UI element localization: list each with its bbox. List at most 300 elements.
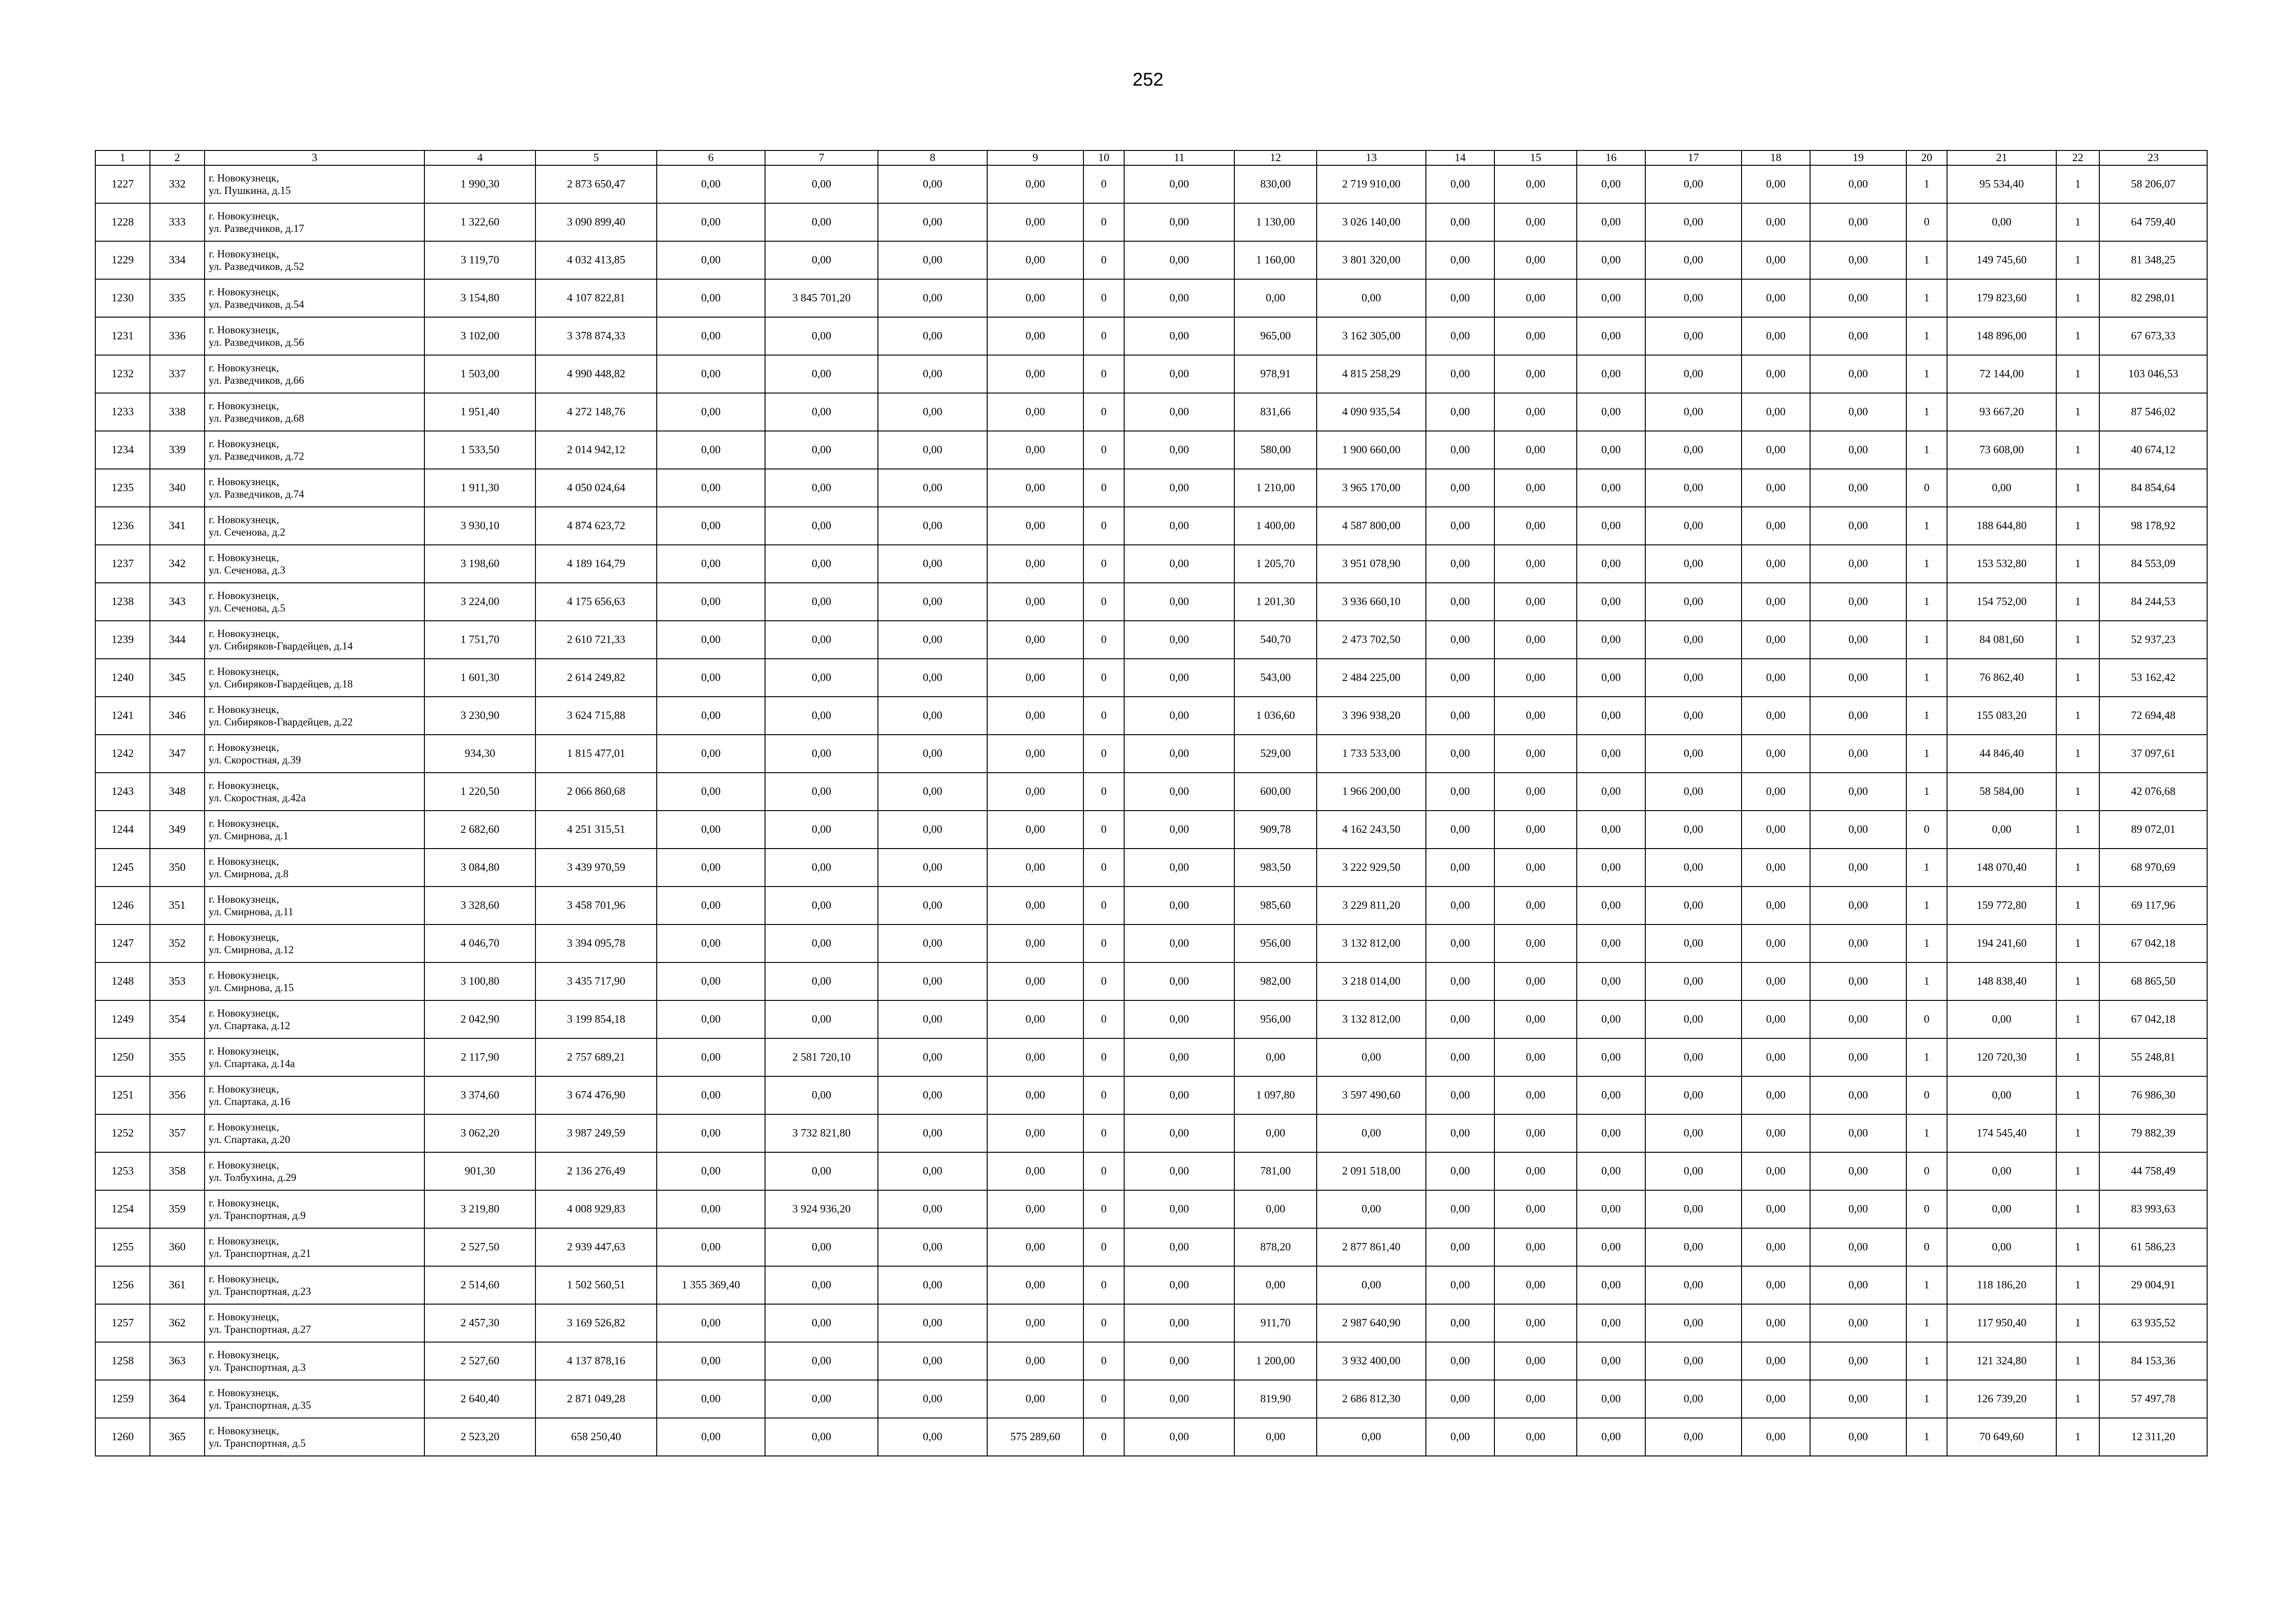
cell-col-21: 44 846,40 — [1947, 735, 2056, 773]
cell-col-5: 4 050 024,64 — [535, 469, 657, 507]
table-row — [95, 659, 2207, 697]
cell-col-23: 79 882,39 — [2099, 1114, 2207, 1152]
cell-col-1: 1260 — [95, 1418, 150, 1456]
cell-col-10: 0 — [1083, 1342, 1124, 1380]
cell-col-15: 0,00 — [1494, 924, 1577, 962]
cell-col-15: 0,00 — [1494, 1038, 1577, 1076]
cell-col-13: 3 936 660,10 — [1317, 583, 1426, 621]
cell-address — [205, 1380, 424, 1418]
cell-col-12: 1 097,80 — [1234, 1076, 1317, 1114]
cell-col-10: 0 — [1083, 393, 1124, 431]
cell-col-6: 0,00 — [657, 773, 765, 811]
cell-col-8: 0,00 — [878, 431, 987, 469]
address-city: г. Новокузнецк, — [209, 324, 279, 336]
cell-col-22: 1 — [2056, 317, 2099, 355]
cell-col-5: 4 874 623,72 — [535, 507, 657, 545]
cell-col-15: 0,00 — [1494, 317, 1577, 355]
cell-col-18: 0,00 — [1742, 393, 1810, 431]
cell-col-11: 0,00 — [1124, 1000, 1234, 1038]
table-row — [95, 621, 2207, 659]
cell-col-16: 0,00 — [1577, 469, 1645, 507]
address-street: ул. Разведчиков, д.66 — [209, 375, 305, 386]
cell-col-6: 0,00 — [657, 507, 765, 545]
cell-col-13: 3 965 170,00 — [1317, 469, 1426, 507]
address-city: г. Новокузнецк, — [209, 1121, 279, 1133]
cell-col-21: 155 083,20 — [1947, 697, 2056, 735]
cell-col-10: 0 — [1083, 1304, 1124, 1342]
cell-address — [205, 1076, 424, 1114]
cell-col-23: 69 117,96 — [2099, 887, 2207, 924]
cell-col-15: 0,00 — [1494, 887, 1577, 924]
cell-col-19: 0,00 — [1810, 1038, 1906, 1076]
cell-col-7: 0,00 — [765, 697, 878, 735]
address-city: г. Новокузнецк, — [209, 780, 279, 791]
cell-col-17: 0,00 — [1645, 1038, 1742, 1076]
table-body — [95, 165, 2207, 1456]
table-row — [95, 962, 2207, 1000]
cell-col-13: 0,00 — [1317, 1418, 1426, 1456]
cell-col-7: 0,00 — [765, 507, 878, 545]
cell-col-5: 1 502 560,51 — [535, 1266, 657, 1304]
cell-col-2: 344 — [150, 621, 205, 659]
address-city: г. Новокузнецк, — [209, 1045, 279, 1057]
cell-col-1: 1243 — [95, 773, 150, 811]
cell-col-21: 0,00 — [1947, 1000, 2056, 1038]
cell-col-1: 1231 — [95, 317, 150, 355]
cell-col-6: 0,00 — [657, 924, 765, 962]
cell-col-9: 0,00 — [987, 393, 1083, 431]
cell-col-21: 153 532,80 — [1947, 545, 2056, 583]
cell-col-16: 0,00 — [1577, 962, 1645, 1000]
cell-col-5: 2 066 860,68 — [535, 773, 657, 811]
cell-col-13: 1 733 533,00 — [1317, 735, 1426, 773]
cell-col-9: 0,00 — [987, 1228, 1083, 1266]
cell-col-2: 339 — [150, 431, 205, 469]
cell-col-19: 0,00 — [1810, 811, 1906, 849]
cell-col-15: 0,00 — [1494, 697, 1577, 735]
cell-col-19: 0,00 — [1810, 203, 1906, 241]
cell-col-12: 1 210,00 — [1234, 469, 1317, 507]
cell-col-21: 0,00 — [1947, 1076, 2056, 1114]
cell-col-11: 0,00 — [1124, 469, 1234, 507]
cell-col-1: 1244 — [95, 811, 150, 849]
cell-col-19: 0,00 — [1810, 1190, 1906, 1228]
cell-col-10: 0 — [1083, 1418, 1124, 1456]
table-row — [95, 1000, 2207, 1038]
cell-col-7: 0,00 — [765, 811, 878, 849]
cell-col-12: 985,60 — [1234, 887, 1317, 924]
cell-col-1: 1257 — [95, 1304, 150, 1342]
cell-col-21: 84 081,60 — [1947, 621, 2056, 659]
cell-col-19: 0,00 — [1810, 583, 1906, 621]
cell-col-18: 0,00 — [1742, 583, 1810, 621]
cell-col-9: 0,00 — [987, 431, 1083, 469]
cell-col-10: 0 — [1083, 659, 1124, 697]
cell-col-21: 154 752,00 — [1947, 583, 2056, 621]
cell-col-8: 0,00 — [878, 1190, 987, 1228]
cell-col-14: 0,00 — [1426, 1000, 1494, 1038]
cell-col-4: 2 527,60 — [424, 1342, 535, 1380]
cell-col-14: 0,00 — [1426, 621, 1494, 659]
cell-col-23: 44 758,49 — [2099, 1152, 2207, 1190]
cell-col-17: 0,00 — [1645, 887, 1742, 924]
column-number-22: 22 — [2056, 150, 2099, 165]
cell-col-15: 0,00 — [1494, 659, 1577, 697]
cell-col-9: 0,00 — [987, 1190, 1083, 1228]
cell-col-4: 1 220,50 — [424, 773, 535, 811]
cell-col-8: 0,00 — [878, 659, 987, 697]
cell-col-6: 0,00 — [657, 165, 765, 203]
cell-col-18: 0,00 — [1742, 545, 1810, 583]
cell-col-22: 1 — [2056, 545, 2099, 583]
cell-col-20: 1 — [1906, 773, 1947, 811]
cell-col-23: 72 694,48 — [2099, 697, 2207, 735]
cell-col-11: 0,00 — [1124, 507, 1234, 545]
cell-col-18: 0,00 — [1742, 1266, 1810, 1304]
cell-col-22: 1 — [2056, 1076, 2099, 1114]
cell-col-12: 978,91 — [1234, 355, 1317, 393]
cell-col-10: 0 — [1083, 1190, 1124, 1228]
cell-col-13: 3 396 938,20 — [1317, 697, 1426, 735]
cell-col-6: 0,00 — [657, 962, 765, 1000]
cell-col-15: 0,00 — [1494, 241, 1577, 279]
cell-col-6: 0,00 — [657, 393, 765, 431]
cell-col-7: 0,00 — [765, 393, 878, 431]
cell-col-8: 0,00 — [878, 1000, 987, 1038]
table-row — [95, 697, 2207, 735]
cell-address — [205, 1418, 424, 1456]
cell-col-18: 0,00 — [1742, 355, 1810, 393]
cell-col-17: 0,00 — [1645, 393, 1742, 431]
table-row — [95, 545, 2207, 583]
cell-col-2: 357 — [150, 1114, 205, 1152]
cell-col-7: 0,00 — [765, 1418, 878, 1456]
cell-col-9: 0,00 — [987, 1000, 1083, 1038]
cell-col-10: 0 — [1083, 279, 1124, 317]
address-street: ул. Транспортная, д.35 — [209, 1399, 311, 1411]
cell-col-16: 0,00 — [1577, 1000, 1645, 1038]
cell-col-19: 0,00 — [1810, 659, 1906, 697]
cell-col-13: 4 815 258,29 — [1317, 355, 1426, 393]
cell-col-18: 0,00 — [1742, 1190, 1810, 1228]
cell-col-23: 55 248,81 — [2099, 1038, 2207, 1076]
cell-col-22: 1 — [2056, 697, 2099, 735]
cell-col-12: 1 205,70 — [1234, 545, 1317, 583]
cell-col-6: 0,00 — [657, 811, 765, 849]
cell-col-11: 0,00 — [1124, 1266, 1234, 1304]
address-street: ул. Транспортная, д.9 — [209, 1210, 306, 1221]
cell-col-14: 0,00 — [1426, 583, 1494, 621]
cell-col-12: 956,00 — [1234, 924, 1317, 962]
cell-col-1: 1239 — [95, 621, 150, 659]
cell-col-4: 2 640,40 — [424, 1380, 535, 1418]
cell-col-5: 4 137 878,16 — [535, 1342, 657, 1380]
cell-col-11: 0,00 — [1124, 1152, 1234, 1190]
cell-col-8: 0,00 — [878, 962, 987, 1000]
cell-col-14: 0,00 — [1426, 165, 1494, 203]
cell-col-7: 0,00 — [765, 659, 878, 697]
cell-col-6: 0,00 — [657, 317, 765, 355]
address-street: ул. Пушкина, д.15 — [209, 185, 291, 196]
cell-col-10: 0 — [1083, 1380, 1124, 1418]
cell-col-20: 1 — [1906, 1342, 1947, 1380]
cell-col-16: 0,00 — [1577, 1228, 1645, 1266]
cell-col-16: 0,00 — [1577, 241, 1645, 279]
cell-col-12: 0,00 — [1234, 1038, 1317, 1076]
cell-col-12: 540,70 — [1234, 621, 1317, 659]
cell-address — [205, 1038, 424, 1076]
cell-col-4: 3 119,70 — [424, 241, 535, 279]
cell-col-6: 0,00 — [657, 1304, 765, 1342]
address-street: ул. Сибиряков-Гвардейцев, д.14 — [209, 640, 353, 652]
cell-col-14: 0,00 — [1426, 1266, 1494, 1304]
cell-address — [205, 1152, 424, 1190]
table-row — [95, 1152, 2207, 1190]
address-street: ул. Смирнова, д.15 — [209, 982, 294, 993]
cell-col-5: 3 435 717,90 — [535, 962, 657, 1000]
cell-col-1: 1240 — [95, 659, 150, 697]
cell-col-2: 343 — [150, 583, 205, 621]
cell-col-19: 0,00 — [1810, 773, 1906, 811]
cell-col-14: 0,00 — [1426, 1304, 1494, 1342]
cell-col-23: 52 937,23 — [2099, 621, 2207, 659]
cell-col-14: 0,00 — [1426, 469, 1494, 507]
cell-col-12: 529,00 — [1234, 735, 1317, 773]
cell-col-13: 1 900 660,00 — [1317, 431, 1426, 469]
column-number-20: 20 — [1906, 150, 1947, 165]
cell-col-11: 0,00 — [1124, 545, 1234, 583]
cell-col-6: 0,00 — [657, 849, 765, 887]
address-city: г. Новокузнецк, — [209, 476, 279, 487]
cell-col-18: 0,00 — [1742, 317, 1810, 355]
cell-col-20: 1 — [1906, 545, 1947, 583]
cell-col-2: 360 — [150, 1228, 205, 1266]
cell-col-17: 0,00 — [1645, 697, 1742, 735]
cell-col-2: 340 — [150, 469, 205, 507]
cell-col-11: 0,00 — [1124, 1304, 1234, 1342]
address-street: ул. Сибиряков-Гвардейцев, д.18 — [209, 678, 353, 690]
cell-col-8: 0,00 — [878, 1380, 987, 1418]
address-street: ул. Скоростная, д.39 — [209, 754, 301, 766]
cell-col-22: 1 — [2056, 811, 2099, 849]
cell-col-12: 909,78 — [1234, 811, 1317, 849]
cell-col-19: 0,00 — [1810, 1304, 1906, 1342]
table-row — [95, 811, 2207, 849]
cell-col-13: 2 719 910,00 — [1317, 165, 1426, 203]
cell-col-17: 0,00 — [1645, 317, 1742, 355]
cell-col-12: 1 201,30 — [1234, 583, 1317, 621]
cell-col-17: 0,00 — [1645, 621, 1742, 659]
cell-col-5: 2 873 650,47 — [535, 165, 657, 203]
cell-address — [205, 469, 424, 507]
address-city: г. Новокузнецк, — [209, 400, 279, 412]
cell-col-14: 0,00 — [1426, 735, 1494, 773]
cell-col-5: 3 169 526,82 — [535, 1304, 657, 1342]
cell-address — [205, 583, 424, 621]
table-row — [95, 1190, 2207, 1228]
cell-col-18: 0,00 — [1742, 507, 1810, 545]
cell-col-6: 0,00 — [657, 279, 765, 317]
cell-col-8: 0,00 — [878, 1266, 987, 1304]
cell-col-4: 3 328,60 — [424, 887, 535, 924]
cell-col-16: 0,00 — [1577, 1076, 1645, 1114]
cell-col-20: 1 — [1906, 1038, 1947, 1076]
cell-col-2: 341 — [150, 507, 205, 545]
cell-col-19: 0,00 — [1810, 1076, 1906, 1114]
cell-col-15: 0,00 — [1494, 469, 1577, 507]
column-number-23: 23 — [2099, 150, 2207, 165]
cell-address — [205, 203, 424, 241]
cell-col-4: 2 117,90 — [424, 1038, 535, 1076]
cell-col-10: 0 — [1083, 735, 1124, 773]
cell-col-19: 0,00 — [1810, 924, 1906, 962]
cell-col-9: 0,00 — [987, 507, 1083, 545]
cell-col-12: 0,00 — [1234, 1418, 1317, 1456]
cell-col-2: 335 — [150, 279, 205, 317]
cell-col-1: 1227 — [95, 165, 150, 203]
cell-col-23: 64 759,40 — [2099, 203, 2207, 241]
cell-col-20: 1 — [1906, 1266, 1947, 1304]
cell-col-4: 3 230,90 — [424, 697, 535, 735]
cell-col-15: 0,00 — [1494, 1380, 1577, 1418]
cell-col-4: 3 100,80 — [424, 962, 535, 1000]
cell-col-8: 0,00 — [878, 507, 987, 545]
cell-col-10: 0 — [1083, 1038, 1124, 1076]
cell-col-4: 3 224,00 — [424, 583, 535, 621]
cell-col-19: 0,00 — [1810, 317, 1906, 355]
cell-col-18: 0,00 — [1742, 659, 1810, 697]
cell-col-1: 1248 — [95, 962, 150, 1000]
cell-col-11: 0,00 — [1124, 659, 1234, 697]
cell-col-16: 0,00 — [1577, 431, 1645, 469]
cell-col-15: 0,00 — [1494, 203, 1577, 241]
cell-col-14: 0,00 — [1426, 1418, 1494, 1456]
cell-col-4: 3 198,60 — [424, 545, 535, 583]
cell-col-8: 0,00 — [878, 1076, 987, 1114]
cell-col-1: 1232 — [95, 355, 150, 393]
cell-col-12: 781,00 — [1234, 1152, 1317, 1190]
cell-col-21: 126 739,20 — [1947, 1380, 2056, 1418]
cell-col-6: 0,00 — [657, 545, 765, 583]
cell-col-9: 0,00 — [987, 355, 1083, 393]
cell-col-8: 0,00 — [878, 317, 987, 355]
cell-address — [205, 431, 424, 469]
address-street: ул. Разведчиков, д.74 — [209, 488, 305, 500]
cell-col-4: 3 930,10 — [424, 507, 535, 545]
cell-col-19: 0,00 — [1810, 241, 1906, 279]
cell-col-7: 0,00 — [765, 431, 878, 469]
cell-col-13: 2 091 518,00 — [1317, 1152, 1426, 1190]
cell-col-7: 0,00 — [765, 1266, 878, 1304]
cell-address — [205, 545, 424, 583]
address-city: г. Новокузнецк, — [209, 248, 279, 260]
cell-col-5: 2 871 049,28 — [535, 1380, 657, 1418]
cell-col-20: 0 — [1906, 1190, 1947, 1228]
cell-col-19: 0,00 — [1810, 962, 1906, 1000]
cell-col-21: 0,00 — [1947, 811, 2056, 849]
cell-col-5: 4 990 448,82 — [535, 355, 657, 393]
cell-col-5: 658 250,40 — [535, 1418, 657, 1456]
address-city: г. Новокузнецк, — [209, 1235, 279, 1247]
register-table — [95, 150, 2208, 1456]
cell-col-9: 0,00 — [987, 317, 1083, 355]
cell-col-11: 0,00 — [1124, 1038, 1234, 1076]
cell-col-5: 2 610 721,33 — [535, 621, 657, 659]
cell-col-2: 342 — [150, 545, 205, 583]
cell-col-23: 98 178,92 — [2099, 507, 2207, 545]
cell-col-9: 0,00 — [987, 621, 1083, 659]
table-row — [95, 507, 2207, 545]
cell-col-8: 0,00 — [878, 583, 987, 621]
cell-col-13: 0,00 — [1317, 1266, 1426, 1304]
cell-col-8: 0,00 — [878, 1152, 987, 1190]
cell-col-17: 0,00 — [1645, 279, 1742, 317]
cell-address — [205, 241, 424, 279]
address-city: г. Новокузнецк, — [209, 1387, 279, 1399]
cell-col-10: 0 — [1083, 469, 1124, 507]
cell-col-11: 0,00 — [1124, 924, 1234, 962]
cell-col-10: 0 — [1083, 1152, 1124, 1190]
cell-col-1: 1236 — [95, 507, 150, 545]
cell-col-10: 0 — [1083, 924, 1124, 962]
cell-col-20: 1 — [1906, 962, 1947, 1000]
cell-col-17: 0,00 — [1645, 1342, 1742, 1380]
column-number-row — [95, 150, 2207, 165]
cell-col-13: 0,00 — [1317, 1190, 1426, 1228]
cell-col-5: 3 394 095,78 — [535, 924, 657, 962]
cell-col-9: 0,00 — [987, 1380, 1083, 1418]
cell-col-22: 1 — [2056, 469, 2099, 507]
cell-col-11: 0,00 — [1124, 317, 1234, 355]
cell-col-8: 0,00 — [878, 735, 987, 773]
cell-col-6: 0,00 — [657, 1228, 765, 1266]
page-number: 252 — [1132, 69, 1164, 90]
cell-col-6: 0,00 — [657, 469, 765, 507]
cell-col-12: 1 036,60 — [1234, 697, 1317, 735]
address-street: ул. Транспортная, д.21 — [209, 1248, 311, 1259]
cell-col-4: 4 046,70 — [424, 924, 535, 962]
cell-col-20: 1 — [1906, 887, 1947, 924]
cell-col-9: 0,00 — [987, 203, 1083, 241]
cell-col-14: 0,00 — [1426, 811, 1494, 849]
cell-col-10: 0 — [1083, 355, 1124, 393]
column-number-8: 8 — [878, 150, 987, 165]
cell-col-15: 0,00 — [1494, 1228, 1577, 1266]
cell-col-10: 0 — [1083, 203, 1124, 241]
cell-col-6: 0,00 — [657, 1152, 765, 1190]
cell-col-8: 0,00 — [878, 469, 987, 507]
cell-col-9: 0,00 — [987, 849, 1083, 887]
cell-col-2: 350 — [150, 849, 205, 887]
cell-col-12: 0,00 — [1234, 279, 1317, 317]
cell-col-12: 1 200,00 — [1234, 1342, 1317, 1380]
cell-address — [205, 279, 424, 317]
cell-col-15: 0,00 — [1494, 811, 1577, 849]
cell-col-13: 4 587 800,00 — [1317, 507, 1426, 545]
cell-col-15: 0,00 — [1494, 1000, 1577, 1038]
table-row — [95, 1418, 2207, 1456]
cell-address — [205, 887, 424, 924]
cell-col-9: 0,00 — [987, 1076, 1083, 1114]
cell-col-4: 2 523,20 — [424, 1418, 535, 1456]
cell-col-16: 0,00 — [1577, 317, 1645, 355]
table-row — [95, 1228, 2207, 1266]
cell-col-9: 0,00 — [987, 165, 1083, 203]
cell-col-15: 0,00 — [1494, 1266, 1577, 1304]
cell-col-18: 0,00 — [1742, 279, 1810, 317]
cell-col-12: 831,66 — [1234, 393, 1317, 431]
cell-col-17: 0,00 — [1645, 1418, 1742, 1456]
